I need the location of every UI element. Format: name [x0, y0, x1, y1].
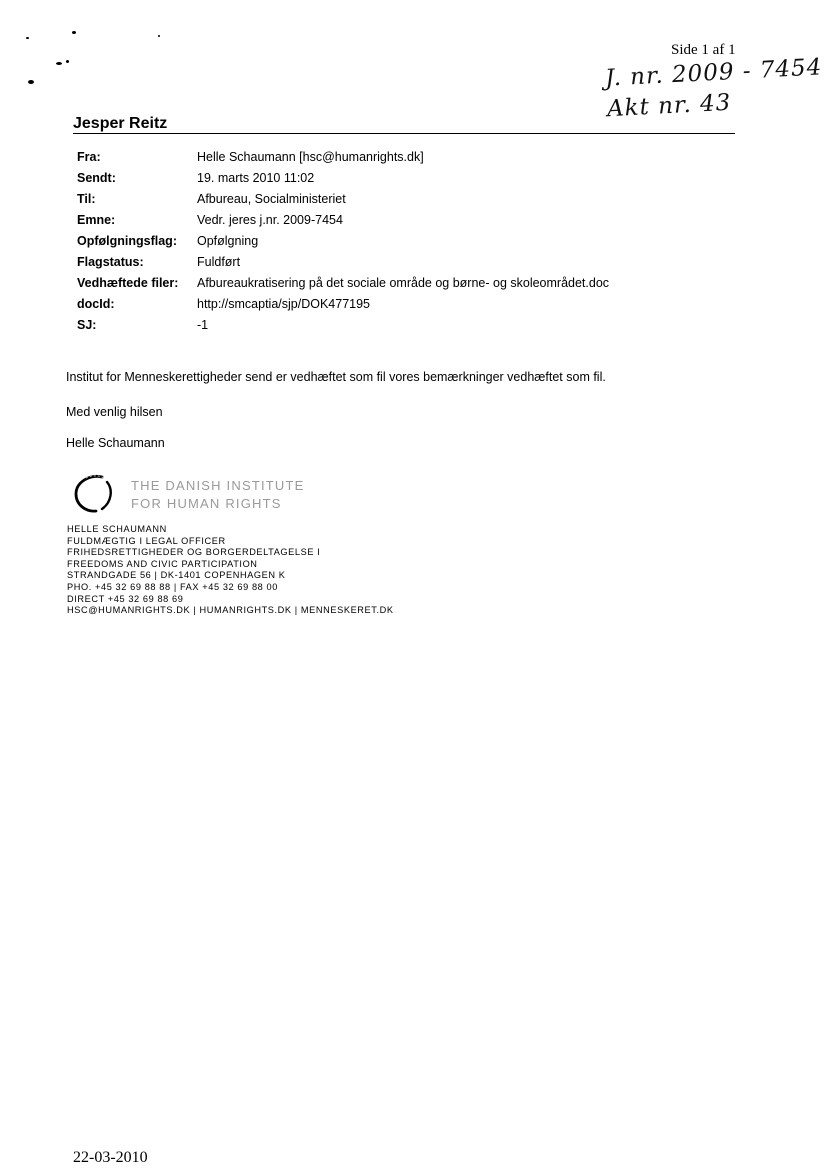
email-signature	[67, 524, 394, 617]
institute-logo-ring-icon	[72, 472, 116, 514]
header-row-followup-flag	[77, 234, 609, 255]
logo-text-line: FOR HUMAN RIGHTS	[131, 496, 282, 511]
header-label: Sendt:	[77, 171, 116, 185]
header-value: Vedr. jeres j.nr. 2009-7454	[197, 213, 343, 227]
header-row-flag-status	[77, 255, 609, 276]
scan-speck	[56, 62, 62, 65]
header-row-docid	[77, 297, 609, 318]
header-value: Fuldført	[197, 255, 241, 269]
page-number: Side 1 af 1	[671, 42, 736, 58]
logo-text-line: THE DANISH INSTITUTE	[131, 478, 305, 493]
header-value: -1	[197, 318, 209, 332]
header-label: Emne:	[77, 213, 116, 227]
message-greeting: Med venlig hilsen	[66, 405, 163, 419]
header-value: Opfølgning	[197, 234, 259, 248]
scan-speck	[28, 80, 34, 84]
header-label: Flagstatus:	[77, 255, 144, 269]
scan-speck	[66, 60, 69, 63]
header-row-to	[77, 192, 609, 213]
signature-line: FULDMÆGTIG I LEGAL OFFICER	[67, 535, 226, 546]
signature-line: STRANDGADE 56 | DK-1401 COPENHAGEN K	[67, 570, 286, 581]
institute-logo-text	[131, 477, 305, 513]
header-value: http://smcaptia/sjp/DOK477195	[197, 297, 371, 311]
scan-speck	[72, 31, 76, 34]
signature-line: FREEDOMS AND CIVIC PARTICIPATION	[67, 558, 258, 569]
header-row-from	[77, 150, 609, 171]
header-value: Afbureau, Socialministeriet	[197, 192, 346, 206]
scan-speck	[26, 37, 29, 39]
message-paragraph: Institut for Menneskerettigheder send er vedhæftet som fil vores bemærkninger vedhæftet som fil.	[66, 370, 606, 384]
header-label: docId:	[77, 297, 115, 311]
email-header-fields	[77, 150, 609, 339]
header-label: Til:	[77, 192, 96, 206]
header-row-attachments	[77, 276, 609, 297]
scan-speck	[158, 35, 160, 37]
header-value: 19. marts 2010 11:02	[197, 171, 315, 185]
header-row-subject	[77, 213, 609, 234]
print-date: 22-03-2010	[73, 1149, 148, 1166]
attachment-filename: Afbureaukratisering på det sociale område og børne- og skoleområdet.doc	[197, 276, 610, 290]
header-row-sj	[77, 318, 609, 339]
mailbox-owner-name: Jesper Reitz	[73, 115, 168, 132]
signature-line: PHO. +45 32 69 88 88 | FAX +45 32 69 88 00	[67, 581, 278, 592]
header-value: Helle Schaumann [hsc@humanrights.dk]	[197, 150, 424, 164]
message-sender-name: Helle Schaumann	[66, 436, 165, 450]
signature-line: HELLE SCHAUMANN	[67, 524, 167, 534]
signature-line: HSC@HUMANRIGHTS.DK | HUMANRIGHTS.DK | MENNESKERET.DK	[67, 605, 394, 616]
header-label: Fra:	[77, 150, 101, 164]
handwritten-document-number: Akt nr. 43	[606, 89, 732, 123]
header-label: Opfølgningsflag:	[77, 234, 177, 248]
signature-line: FRIHEDSRETTIGHEDER OG BORGERDELTAGELSE I	[67, 547, 321, 558]
header-label: Vedhæftede filer:	[77, 276, 179, 290]
header-row-sent	[77, 171, 609, 192]
header-divider	[73, 133, 735, 134]
signature-line: DIRECT +45 32 69 88 69	[67, 593, 184, 604]
handwritten-case-number: J. nr. 2009 - 7454	[604, 54, 823, 92]
institute-logo	[72, 470, 332, 518]
header-label: SJ:	[77, 318, 97, 332]
